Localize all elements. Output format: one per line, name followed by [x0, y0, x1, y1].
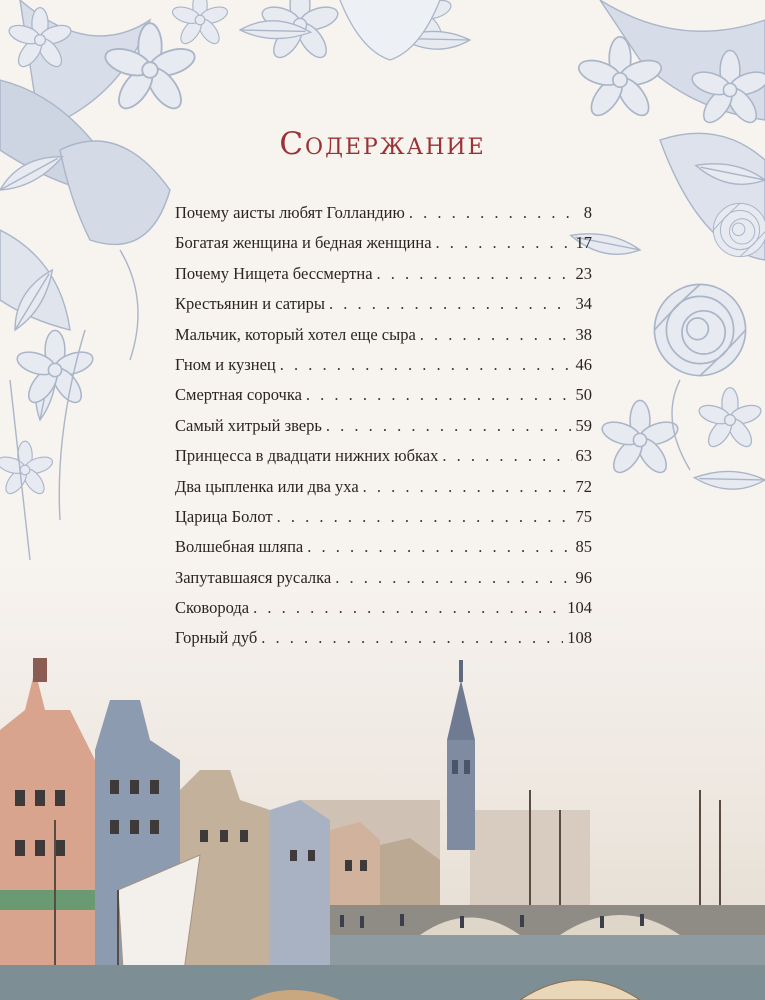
- toc-entry-page: 96: [575, 567, 592, 587]
- toc-entry[interactable]: [175, 385, 592, 415]
- toc-entry[interactable]: [175, 325, 592, 355]
- toc-entry-title: Запутавшаяся русалка: [175, 567, 332, 587]
- toc-entry[interactable]: [175, 477, 592, 507]
- leader-dots: [329, 294, 571, 314]
- toc-entry[interactable]: [175, 203, 592, 233]
- toc-entry-page: 104: [567, 598, 592, 618]
- leader-dots: [261, 628, 563, 648]
- toc-entry-page: 63: [575, 446, 592, 466]
- toc-entry-page: 34: [575, 294, 592, 314]
- leader-dots: [420, 325, 572, 345]
- toc-entry-page: 8: [583, 203, 592, 222]
- leader-dots: [436, 233, 572, 253]
- toc-entry-page: 38: [575, 324, 592, 344]
- toc-entry-page: 50: [575, 385, 592, 405]
- toc-entry[interactable]: [175, 355, 592, 385]
- toc-entry-title: Крестьянин и сатиры: [175, 294, 326, 314]
- toc-entry-title: Царица Болот: [175, 506, 273, 526]
- toc-entry-title: Богатая женщина и бедная женщина: [175, 233, 432, 253]
- toc-entry-title: Горный дуб: [175, 628, 258, 648]
- leader-dots: [280, 355, 572, 375]
- toc-entry-title: Смертная сорочка: [175, 385, 302, 405]
- toc-entry[interactable]: [175, 628, 592, 658]
- toc-entry[interactable]: [175, 537, 592, 567]
- leader-dots: [306, 385, 572, 405]
- toc-entry-page: 72: [575, 476, 592, 496]
- page-title: Содержание: [279, 126, 486, 162]
- leader-dots: [277, 507, 572, 527]
- toc-entry-title: Почему аисты любят Голландию: [175, 203, 405, 222]
- toc-entry[interactable]: [175, 416, 592, 446]
- toc-entry-page: 85: [575, 537, 592, 557]
- toc-entry-title: Мальчик, который хотел еще сыра: [175, 324, 416, 344]
- toc-entry[interactable]: [175, 446, 592, 476]
- leader-dots: [326, 416, 572, 436]
- leader-dots: [409, 203, 580, 223]
- toc-entry-page: 75: [575, 506, 592, 526]
- leader-dots: [363, 477, 572, 497]
- toc-entry-page: 108: [567, 628, 592, 648]
- toc-entry-title: Волшебная шляпа: [175, 537, 304, 557]
- toc-entry[interactable]: [175, 598, 592, 628]
- leader-dots: [253, 598, 563, 618]
- toc-entry-title: Почему Нищета бессмертна: [175, 263, 373, 283]
- toc-entry-title: Два цыпленка или два уха: [175, 476, 359, 496]
- table-of-contents: [175, 203, 592, 659]
- leader-dots: [335, 568, 571, 588]
- toc-entry[interactable]: [175, 568, 592, 598]
- toc-entry-title: Сковорода: [175, 598, 250, 618]
- toc-entry-page: 46: [575, 354, 592, 374]
- toc-entry-title: Принцесса в двадцати нижних юбках: [175, 446, 439, 466]
- toc-entry-page: 59: [575, 415, 592, 435]
- toc-entry-title: Гном и кузнец: [175, 354, 276, 374]
- leader-dots: [442, 446, 571, 466]
- toc-entry-title: Самый хитрый зверь: [175, 415, 322, 435]
- leader-dots: [307, 537, 571, 557]
- toc-entry[interactable]: [175, 294, 592, 324]
- toc-entry[interactable]: [175, 264, 592, 294]
- toc-entry[interactable]: [175, 507, 592, 537]
- toc-entry-page: 17: [575, 233, 592, 253]
- toc-entry-page: 23: [575, 263, 592, 283]
- leader-dots: [377, 264, 572, 284]
- toc-entry[interactable]: [175, 233, 592, 263]
